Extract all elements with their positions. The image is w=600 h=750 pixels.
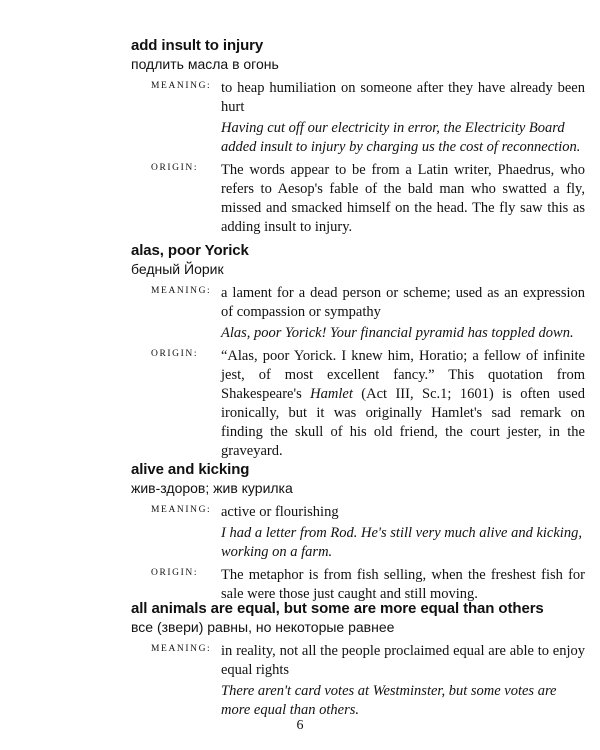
meaning-label: MEANING: <box>151 81 212 91</box>
meaning-row <box>131 642 591 720</box>
meaning-label: MEANING: <box>151 286 212 296</box>
entry-add-insult-to-injury <box>131 37 591 237</box>
example-text: I had a letter from Rod. He's still very much alive and kicking, working on a farm. <box>221 525 582 560</box>
meaning-row <box>131 284 591 343</box>
origin-label: ORIGIN: <box>151 163 199 173</box>
meaning-label: MEANING: <box>151 505 212 515</box>
meaning-text: in reality, not all the people proclaimed equal are able to enjoy equal rights <box>221 643 585 678</box>
example-text: Having cut off our electricity in error, the Electricity Board added insult to injury by charging us the cost of reconnection. <box>221 120 581 155</box>
translation: бедный Йорик <box>131 261 224 277</box>
page-number: 6 <box>296 718 304 733</box>
headword: alive and kicking <box>131 461 250 478</box>
meaning-text: to heap humiliation on someone after they have already been hurt <box>221 80 585 115</box>
translation: жив-здоров; жив курилка <box>131 480 293 496</box>
origin-text-start: “Alas, poor Yorick. I knew him, Horatio; a fellow of infinite jest, of most excellent fancy.” This quotation from Shakespeare's <box>221 348 585 402</box>
translation: подлить масла в огонь <box>131 56 279 72</box>
origin-row <box>131 347 591 461</box>
origin-text-end: (Act III, Sc.1; 1601) is often used ironically, but it was originally Hamlet's sad remark on finding the skull of his old friend, the court jester, in the graveyard. <box>221 386 585 459</box>
origin-text: The words appear to be from a Latin writer, Phaedrus, who refers to Aesop's fable of the bald man who swatted a fly, missed and smacked himself on the head. The fly saw this as adding insult to injury. <box>221 162 585 235</box>
entry-alive-and-kicking <box>131 461 591 604</box>
headword: alas, poor Yorick <box>131 242 249 259</box>
work-title: Hamlet <box>310 386 353 402</box>
meaning-text: a lament for a dead person or scheme; used as an expression of compassion or sympathy <box>221 285 585 320</box>
origin-row <box>131 566 591 604</box>
translation: все (звери) равны, но некоторые равнее <box>131 619 395 635</box>
origin-label: ORIGIN: <box>151 349 199 359</box>
entry-all-animals-are-equal <box>131 600 591 720</box>
entry-alas-poor-yorick <box>131 242 591 461</box>
example-text: There aren't card votes at Westminster, but some votes are more equal than others. <box>221 683 557 718</box>
meaning-text: active or flourishing <box>221 504 339 520</box>
example-text: Alas, poor Yorick! Your financial pyramid has toppled down. <box>221 325 574 341</box>
origin-text: The metaphor is from fish selling, when the freshest fish for sale were those just caught and still moving. <box>221 567 585 602</box>
meaning-row <box>131 79 591 157</box>
meaning-row <box>131 503 591 562</box>
meaning-label: MEANING: <box>151 644 212 654</box>
origin-row <box>131 161 591 237</box>
headword: all animals are equal, but some are more equal than others <box>131 600 544 617</box>
origin-text <box>221 347 585 461</box>
origin-label: ORIGIN: <box>151 568 199 578</box>
headword: add insult to injury <box>131 37 264 54</box>
